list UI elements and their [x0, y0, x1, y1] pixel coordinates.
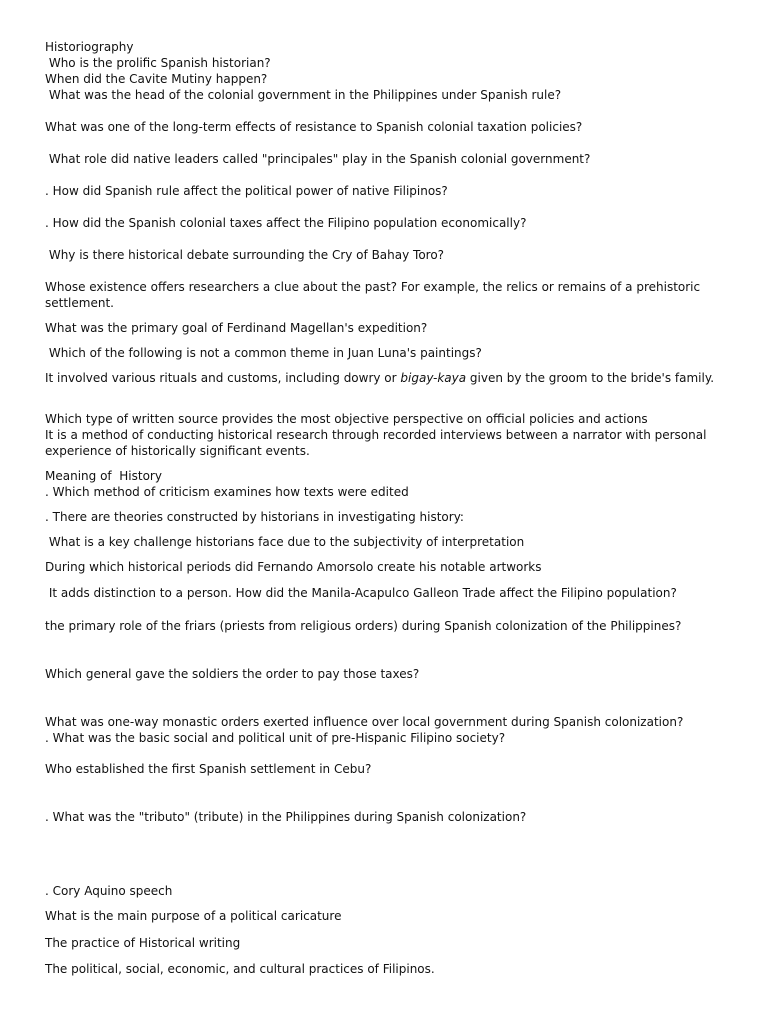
doc-line: What was one of the long-term effects of resistance to Spanish colonial taxation policies?: [45, 120, 583, 134]
doc-line: Why is there historical debate surrounding the Cry of Bahay Toro?: [45, 248, 445, 262]
doc-line: . How did the Spanish colonial taxes affect the Filipino population economically?: [45, 216, 527, 230]
doc-line: The political, social, economic, and cultural practices of Filipinos.: [45, 962, 435, 976]
doc-line: What is a key challenge historians face due to the subjectivity of interpretation: [45, 535, 525, 549]
doc-line: Which general gave the soldiers the order to pay those taxes?: [45, 667, 420, 681]
dowry-text-after: given by the groom to the bride's family.: [466, 371, 715, 385]
doc-line: Meaning of History: [45, 469, 162, 483]
doc-line-dowry: [45, 370, 725, 386]
doc-line: . What was the "tributo" (tribute) in the Philippines during Spanish colonization?: [45, 810, 527, 824]
doc-line: Historiography: [45, 40, 134, 54]
dowry-text-before: It involved various rituals and customs, including dowry or: [45, 371, 401, 385]
doc-line: . Which method of criticism examines how texts were edited: [45, 485, 409, 499]
doc-line: Who established the first Spanish settlement in Cebu?: [45, 762, 372, 776]
doc-line: It adds distinction to a person. How did the Manila-Acapulco Galleon Trade affect the Filipino population?: [45, 586, 677, 600]
doc-line: What was one-way monastic orders exerted influence over local government during Spanish colonization?: [45, 715, 684, 729]
doc-line: Who is the prolific Spanish historian?: [45, 56, 271, 70]
doc-line: During which historical periods did Fernando Amorsolo create his notable artworks: [45, 560, 542, 574]
doc-line: What was the head of the colonial government in the Philippines under Spanish rule?: [45, 88, 562, 102]
doc-line: When did the Cavite Mutiny happen?: [45, 72, 268, 86]
doc-line: the primary role of the friars (priests from religious orders) during Spanish colonization of the Philippines?: [45, 619, 682, 633]
doc-line: Whose existence offers researchers a clue about the past? For example, the relics or remains of a prehistoric settlement.: [45, 280, 701, 310]
doc-line: Which type of written source provides the most objective perspective on official policies and actions: [45, 412, 648, 426]
doc-line: . What was the basic social and political unit of pre-Hispanic Filipino society?: [45, 731, 506, 745]
doc-line: What role did native leaders called "principales" play in the Spanish colonial government?: [45, 152, 591, 166]
doc-line: The practice of Historical writing: [45, 936, 241, 950]
doc-line: . Cory Aquino speech: [45, 884, 173, 898]
doc-line: What was the primary goal of Ferdinand Magellan's expedition?: [45, 321, 428, 335]
doc-line: Which of the following is not a common theme in Juan Luna's paintings?: [45, 346, 482, 360]
doc-line: . There are theories constructed by historians in investigating history:: [45, 510, 464, 524]
doc-line: What is the main purpose of a political caricature: [45, 909, 342, 923]
document-page: [45, 0, 725, 1024]
doc-line: . How did Spanish rule affect the political power of native Filipinos?: [45, 184, 448, 198]
doc-line: It is a method of conducting historical research through recorded interviews between a narrator with personal experience of historically significant events.: [45, 428, 707, 458]
dowry-term: bigay-kaya: [400, 371, 467, 385]
